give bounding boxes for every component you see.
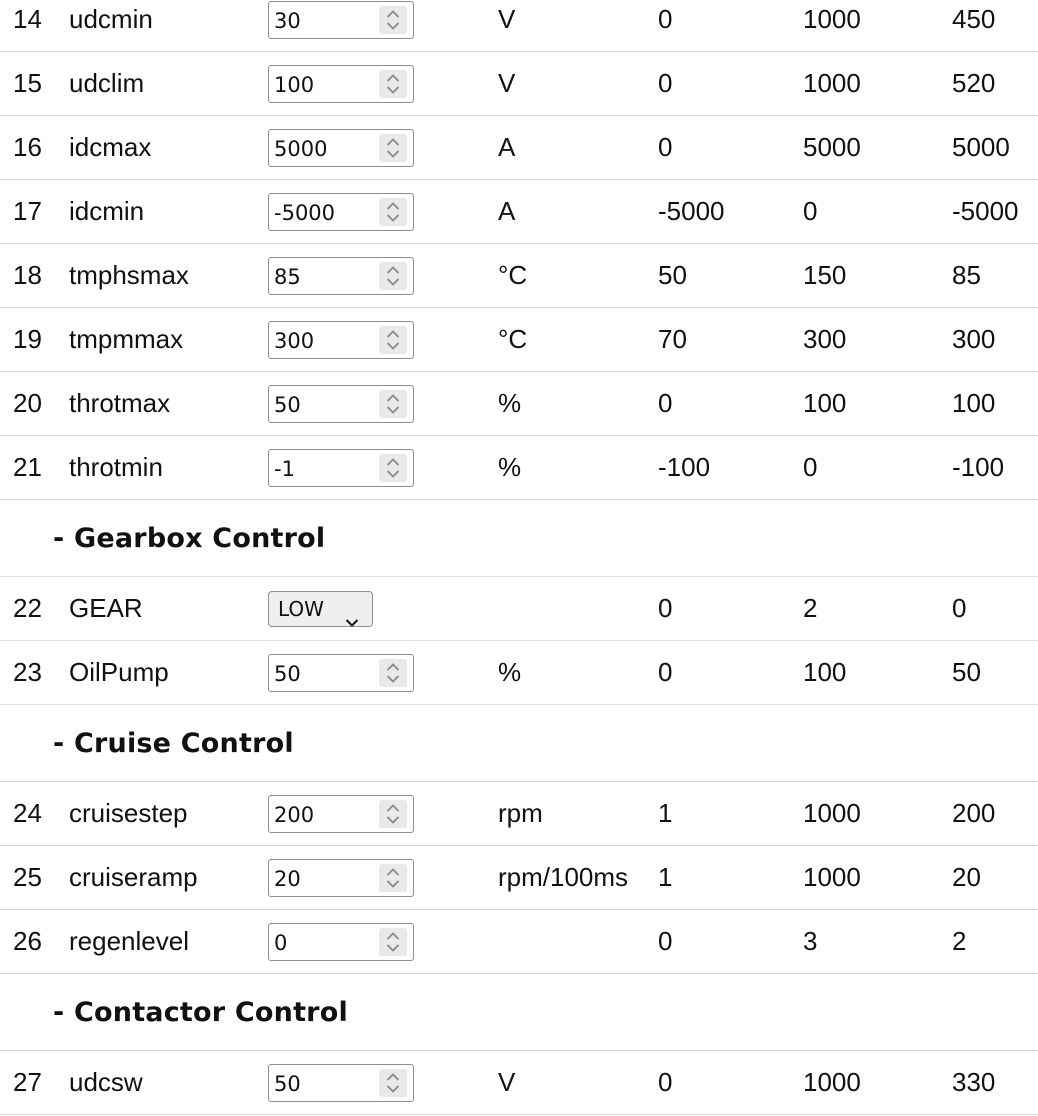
parameter-min: 1 bbox=[658, 862, 673, 892]
input-value: 5000 bbox=[274, 137, 328, 161]
parameter-index: 16 bbox=[13, 132, 42, 162]
parameter-row bbox=[0, 116, 1038, 180]
parameter-unit: % bbox=[498, 657, 522, 687]
parameter-value-input[interactable] bbox=[268, 321, 414, 359]
input-value: -5000 bbox=[274, 201, 336, 225]
parameter-name: throtmax bbox=[69, 388, 171, 418]
parameter-index: 21 bbox=[13, 452, 42, 482]
parameter-index: 27 bbox=[13, 1067, 42, 1097]
parameter-row bbox=[0, 244, 1038, 308]
parameter-default: 300 bbox=[952, 324, 996, 354]
parameter-min: 0 bbox=[658, 132, 673, 162]
input-value: 85 bbox=[274, 265, 301, 289]
parameter-unit: A bbox=[498, 132, 516, 162]
parameter-default: 520 bbox=[952, 68, 996, 98]
spinner-arrows-icon[interactable] bbox=[379, 262, 407, 290]
parameter-index: 14 bbox=[13, 4, 42, 34]
parameter-default: 450 bbox=[952, 4, 996, 34]
parameter-unit: rpm bbox=[498, 798, 543, 828]
parameter-min: 1 bbox=[658, 798, 673, 828]
parameter-min: 0 bbox=[658, 4, 673, 34]
parameter-max: 5000 bbox=[803, 132, 861, 162]
parameter-row bbox=[0, 910, 1038, 974]
parameter-max: 1000 bbox=[803, 4, 861, 34]
parameter-min: 0 bbox=[658, 593, 673, 623]
parameter-value-cell bbox=[268, 116, 414, 179]
parameter-unit: °C bbox=[498, 260, 528, 290]
parameter-row bbox=[0, 436, 1038, 500]
spinner-arrows-icon[interactable] bbox=[379, 454, 407, 482]
parameter-index: 17 bbox=[13, 196, 42, 226]
parameter-value-input[interactable] bbox=[268, 65, 414, 103]
parameter-value-cell bbox=[268, 244, 414, 307]
parameter-name: tmphsmax bbox=[69, 260, 189, 290]
parameter-max: 300 bbox=[803, 324, 847, 354]
parameter-max: 1000 bbox=[803, 862, 861, 892]
parameter-value-cell bbox=[268, 180, 414, 243]
parameter-name: cruisestep bbox=[69, 798, 188, 828]
parameter-name: udcsw bbox=[69, 1067, 143, 1097]
spinner-arrows-icon[interactable] bbox=[379, 134, 407, 162]
parameter-value-input[interactable] bbox=[268, 257, 414, 295]
parameter-value-input[interactable] bbox=[268, 923, 414, 961]
spinner-arrows-icon[interactable] bbox=[379, 390, 407, 418]
parameter-name: OilPump bbox=[69, 657, 169, 687]
input-value: 200 bbox=[274, 803, 315, 827]
parameter-value-cell bbox=[268, 308, 414, 371]
parameter-max: 2 bbox=[803, 593, 818, 623]
section-title: - Gearbox Control bbox=[53, 522, 326, 554]
parameter-max: 0 bbox=[803, 196, 818, 226]
parameter-row bbox=[0, 782, 1038, 846]
parameter-default: 85 bbox=[952, 260, 981, 290]
parameter-name: tmpmmax bbox=[69, 324, 184, 354]
parameter-row bbox=[0, 641, 1038, 705]
parameter-value-input[interactable] bbox=[268, 1064, 414, 1102]
section-header-row bbox=[0, 705, 1038, 782]
parameter-value-input[interactable] bbox=[268, 385, 414, 423]
parameter-max: 150 bbox=[803, 260, 847, 290]
parameter-max: 100 bbox=[803, 388, 847, 418]
spinner-arrows-icon[interactable] bbox=[379, 1069, 407, 1097]
parameter-max: 3 bbox=[803, 926, 818, 956]
spinner-arrows-icon[interactable] bbox=[379, 659, 407, 687]
parameter-min: 70 bbox=[658, 324, 687, 354]
parameter-min: -5000 bbox=[658, 196, 725, 226]
parameter-index: 24 bbox=[13, 798, 42, 828]
parameter-value-input[interactable] bbox=[268, 449, 414, 487]
parameter-value-cell bbox=[268, 782, 414, 845]
input-value: 100 bbox=[274, 73, 315, 97]
parameter-min: 0 bbox=[658, 926, 673, 956]
parameter-default: -5000 bbox=[952, 196, 1019, 226]
spinner-arrows-icon[interactable] bbox=[379, 928, 407, 956]
parameter-value-cell bbox=[268, 436, 414, 499]
section-header-row bbox=[0, 500, 1038, 577]
parameter-index: 15 bbox=[13, 68, 42, 98]
parameter-name: throtmin bbox=[69, 452, 163, 482]
input-value: 0 bbox=[274, 931, 288, 955]
parameter-value-cell bbox=[268, 577, 373, 640]
section-title: - Cruise Control bbox=[53, 727, 294, 759]
parameter-row bbox=[0, 52, 1038, 116]
parameter-value-input[interactable] bbox=[268, 1, 414, 39]
parameter-unit: °C bbox=[498, 324, 528, 354]
parameter-max: 0 bbox=[803, 452, 818, 482]
parameter-unit: % bbox=[498, 388, 522, 418]
parameter-value-select[interactable] bbox=[268, 591, 373, 627]
parameter-default: 200 bbox=[952, 798, 996, 828]
input-value: 50 bbox=[274, 1072, 301, 1096]
spinner-arrows-icon[interactable] bbox=[379, 198, 407, 226]
parameter-row bbox=[0, 180, 1038, 244]
parameter-min: 0 bbox=[658, 388, 673, 418]
parameter-unit: A bbox=[498, 196, 516, 226]
parameter-value-cell bbox=[268, 52, 414, 115]
chevron-down-icon bbox=[345, 604, 359, 635]
parameter-default: 50 bbox=[952, 657, 981, 687]
parameter-value-cell bbox=[268, 372, 414, 435]
parameter-name: idcmin bbox=[69, 196, 145, 226]
parameter-max: 1000 bbox=[803, 798, 861, 828]
parameter-value-cell bbox=[268, 846, 414, 909]
parameter-default: 100 bbox=[952, 388, 996, 418]
parameter-value-cell bbox=[268, 0, 414, 51]
spinner-arrows-icon[interactable] bbox=[379, 326, 407, 354]
parameter-unit: rpm/100ms bbox=[498, 862, 629, 892]
parameter-min: 0 bbox=[658, 1067, 673, 1097]
parameter-index: 19 bbox=[13, 324, 42, 354]
input-value: 50 bbox=[274, 393, 301, 417]
parameter-name: udclim bbox=[69, 68, 145, 98]
parameter-default: 330 bbox=[952, 1067, 996, 1097]
parameter-max: 100 bbox=[803, 657, 847, 687]
parameter-default: 0 bbox=[952, 593, 967, 623]
input-value: 300 bbox=[274, 329, 315, 353]
parameter-value-input[interactable] bbox=[268, 795, 414, 833]
input-value: 20 bbox=[274, 867, 301, 891]
parameter-unit: V bbox=[498, 4, 516, 34]
parameter-min: -100 bbox=[658, 452, 711, 482]
input-value: -1 bbox=[274, 457, 295, 481]
parameter-value-cell bbox=[268, 641, 414, 704]
spinner-arrows-icon[interactable] bbox=[379, 864, 407, 892]
parameter-row bbox=[0, 577, 1038, 641]
parameter-name: udcmin bbox=[69, 4, 153, 34]
select-value: LOW bbox=[278, 596, 324, 621]
parameter-default: 5000 bbox=[952, 132, 1010, 162]
parameter-max: 1000 bbox=[803, 68, 861, 98]
parameter-unit: % bbox=[498, 452, 522, 482]
parameter-min: 0 bbox=[658, 657, 673, 687]
parameter-value-cell bbox=[268, 910, 414, 973]
parameter-max: 1000 bbox=[803, 1067, 861, 1097]
parameter-name: regenlevel bbox=[69, 926, 189, 956]
parameter-index: 26 bbox=[13, 926, 42, 956]
parameter-row bbox=[0, 0, 1038, 52]
input-value: 50 bbox=[274, 662, 301, 686]
parameter-name: idcmax bbox=[69, 132, 152, 162]
section-title: - Contactor Control bbox=[53, 996, 348, 1028]
parameter-index: 22 bbox=[13, 593, 42, 623]
input-value: 30 bbox=[274, 9, 301, 33]
parameter-default: 20 bbox=[952, 862, 981, 892]
parameter-row bbox=[0, 846, 1038, 910]
parameter-value-input[interactable] bbox=[268, 193, 414, 231]
parameter-value-input[interactable] bbox=[268, 859, 414, 897]
parameter-row bbox=[0, 1051, 1038, 1115]
parameter-row bbox=[0, 308, 1038, 372]
spinner-arrows-icon[interactable] bbox=[379, 6, 407, 34]
parameter-index: 25 bbox=[13, 862, 42, 892]
parameter-default: -100 bbox=[952, 452, 1005, 482]
parameter-value-input[interactable] bbox=[268, 129, 414, 167]
parameter-name: cruiseramp bbox=[69, 862, 198, 892]
parameter-unit: V bbox=[498, 68, 516, 98]
parameter-index: 20 bbox=[13, 388, 42, 418]
parameter-name: GEAR bbox=[69, 593, 143, 623]
parameter-value-input[interactable] bbox=[268, 654, 414, 692]
parameter-index: 23 bbox=[13, 657, 42, 687]
parameter-min: 0 bbox=[658, 68, 673, 98]
parameter-min: 50 bbox=[658, 260, 687, 290]
spinner-arrows-icon[interactable] bbox=[379, 70, 407, 98]
spinner-arrows-icon[interactable] bbox=[379, 800, 407, 828]
parameter-default: 2 bbox=[952, 926, 967, 956]
parameter-row bbox=[0, 372, 1038, 436]
parameter-index: 18 bbox=[13, 260, 42, 290]
section-header-row bbox=[0, 974, 1038, 1051]
parameter-value-cell bbox=[268, 1051, 414, 1114]
parameter-unit: V bbox=[498, 1067, 516, 1097]
